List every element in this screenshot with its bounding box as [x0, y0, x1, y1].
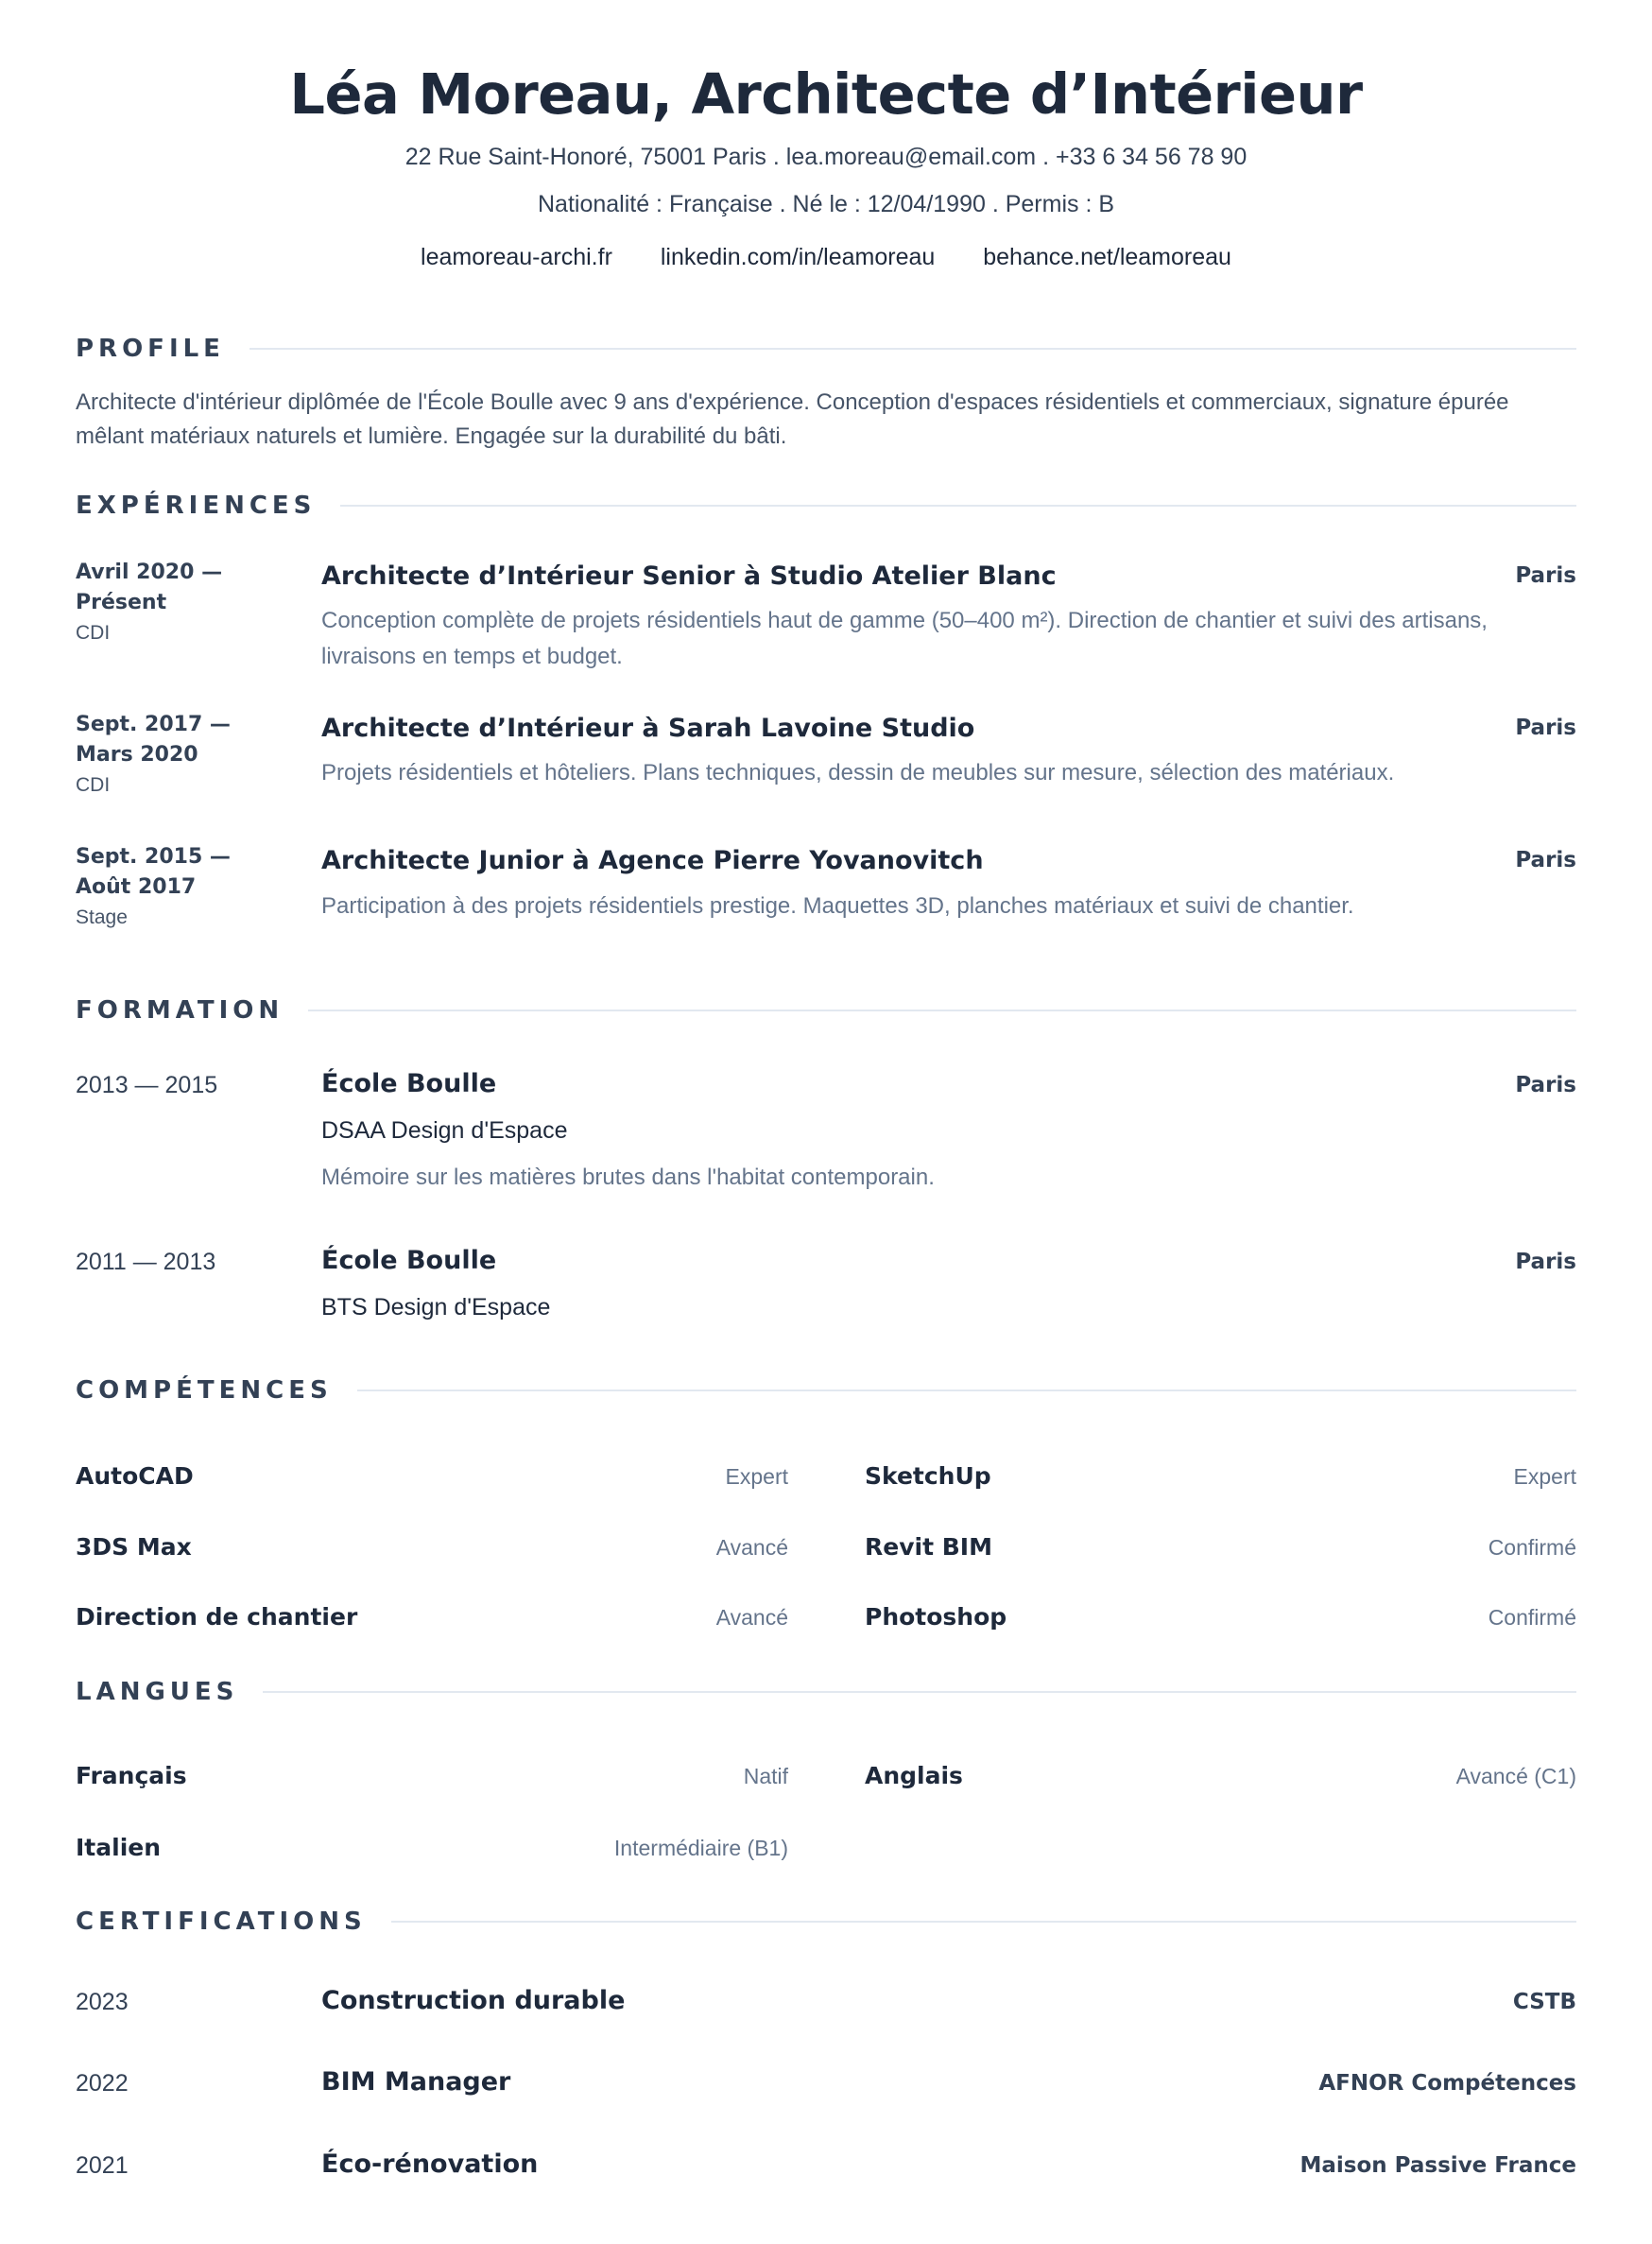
degree-name: DSAA Design d'Espace — [321, 1117, 568, 1144]
skills-section-header — [76, 1376, 1576, 1405]
skill-name: SketchUp — [865, 1462, 991, 1490]
language-level: Avancé (C1) — [1455, 1764, 1576, 1788]
school-name: École Boulle — [321, 1246, 497, 1275]
job-description: Participation à des projets résidentiels prestige. Maquettes 3D, planches matériaux et suivi de chantier. — [321, 893, 1354, 919]
resume-header — [76, 0, 1576, 271]
certification-name: Éco-rénovation — [321, 2149, 539, 2179]
certification-name: Construction durable — [321, 1986, 626, 2015]
contract-type: Stage — [76, 906, 128, 928]
skill-name: Direction de chantier — [76, 1603, 358, 1631]
experience-dates — [76, 842, 302, 933]
profile-summary: Architecte d'intérieur diplômée de l'École Boulle avec 9 ans d'expérience. Conception d'espaces résidentiels et commerciaux, signature épurée mêlant matériaux naturels et lumière. Engagée sur la durabilité du bâti. — [76, 389, 1509, 449]
linkedin-link[interactable]: linkedin.com/in/leamoreau — [660, 244, 936, 270]
job-location: Paris — [1515, 848, 1576, 872]
language-name: Anglais — [865, 1762, 963, 1789]
skill-level: Avancé — [715, 1535, 788, 1560]
language-level: Intermédiaire (B1) — [613, 1836, 788, 1860]
school-name: École Boulle — [321, 1069, 497, 1098]
experience-dates — [76, 558, 302, 648]
certification-year: 2023 — [76, 1989, 129, 2015]
skill-level: Expert — [725, 1464, 788, 1489]
profile-section-header — [76, 335, 1576, 363]
certification-name: BIM Manager — [321, 2067, 511, 2097]
language-name: Français — [76, 1762, 187, 1789]
skill-level: Confirmé — [1488, 1535, 1576, 1560]
job-title: Architecte Junior à Agence Pierre Yovanovitch — [321, 846, 984, 875]
skill-name: AutoCAD — [76, 1462, 194, 1490]
certifications-section-header — [76, 1907, 1576, 1936]
section-title-profile: PROFILE — [76, 335, 225, 363]
section-divider — [250, 348, 1576, 350]
section-divider — [308, 1010, 1576, 1011]
experience-start: Avril 2020 — — [76, 561, 223, 584]
section-divider — [263, 1691, 1576, 1693]
certification-issuer: Maison Passive France — [1299, 2153, 1576, 2178]
certification-issuer: CSTB — [1512, 1990, 1576, 2014]
links-row — [76, 244, 1576, 271]
section-title-skills: COMPÉTENCES — [76, 1376, 333, 1405]
school-location: Paris — [1515, 1250, 1576, 1274]
certification-year: 2022 — [76, 2070, 129, 2097]
education-description: Mémoire sur les matières brutes dans l'habitat contemporain. — [321, 1165, 935, 1190]
education-dates: 2011 — 2013 — [76, 1249, 216, 1275]
job-description: Conception complète de projets résidentiels haut de gamme (50–400 m²). Direction de chantier et suivi des artisans, livraisons en temps et budget. — [321, 608, 1488, 669]
section-divider — [340, 505, 1576, 507]
experience-end: Août 2017 — [76, 875, 197, 899]
experience-start: Sept. 2015 — — [76, 845, 231, 869]
skill-level: Avancé — [715, 1605, 788, 1630]
job-description: Projets résidentiels et hôteliers. Plans techniques, dessin de meubles sur mesure, sélection des matériaux. — [321, 760, 1395, 785]
section-divider — [391, 1921, 1576, 1923]
skill-name: 3DS Max — [76, 1533, 192, 1561]
website-link[interactable]: leamoreau-archi.fr — [421, 244, 612, 270]
job-location: Paris — [1515, 716, 1576, 740]
certification-issuer: AFNOR Compétences — [1318, 2071, 1576, 2096]
language-name: Italien — [76, 1834, 162, 1861]
job-title: Architecte d’Intérieur à Sarah Lavoine Studio — [321, 714, 975, 743]
section-title-languages: LANGUES — [76, 1678, 239, 1706]
section-title-certifications: CERTIFICATIONS — [76, 1907, 367, 1936]
skill-level: Expert — [1513, 1464, 1576, 1489]
language-level: Natif — [743, 1764, 788, 1788]
job-location: Paris — [1515, 563, 1576, 588]
languages-section-header — [76, 1678, 1576, 1706]
degree-name: BTS Design d'Espace — [321, 1294, 551, 1321]
section-title-experience: EXPÉRIENCES — [76, 492, 317, 520]
behance-link[interactable]: behance.net/leamoreau — [983, 244, 1231, 270]
contact-line: 22 Rue Saint-Honoré, 75001 Paris . lea.moreau@email.com . +33 6 34 56 78 90 — [404, 144, 1248, 170]
contract-type: CDI — [76, 774, 111, 796]
education-dates: 2013 — 2015 — [76, 1072, 218, 1098]
experience-dates — [76, 710, 302, 801]
experience-end: Mars 2020 — [76, 743, 198, 767]
experience-section-header — [76, 492, 1576, 520]
section-divider — [357, 1390, 1576, 1391]
experience-end: Présent — [76, 591, 167, 614]
contract-type: CDI — [76, 622, 111, 644]
certification-year: 2021 — [76, 2152, 129, 2179]
school-location: Paris — [1515, 1073, 1576, 1097]
skill-name: Revit BIM — [865, 1533, 992, 1561]
skill-level: Confirmé — [1488, 1605, 1576, 1630]
education-section-header — [76, 996, 1576, 1025]
candidate-name: Léa Moreau, Architecte d’Intérieur — [289, 61, 1363, 127]
section-title-education: FORMATION — [76, 996, 284, 1025]
experience-start: Sept. 2017 — — [76, 713, 231, 736]
personal-details: Nationalité : Française . Né le : 12/04/1990 . Permis : B — [537, 191, 1115, 217]
job-title: Architecte d’Intérieur Senior à Studio Atelier Blanc — [321, 561, 1057, 591]
resume-page — [76, 0, 1576, 2179]
skill-name: Photoshop — [865, 1603, 1007, 1631]
